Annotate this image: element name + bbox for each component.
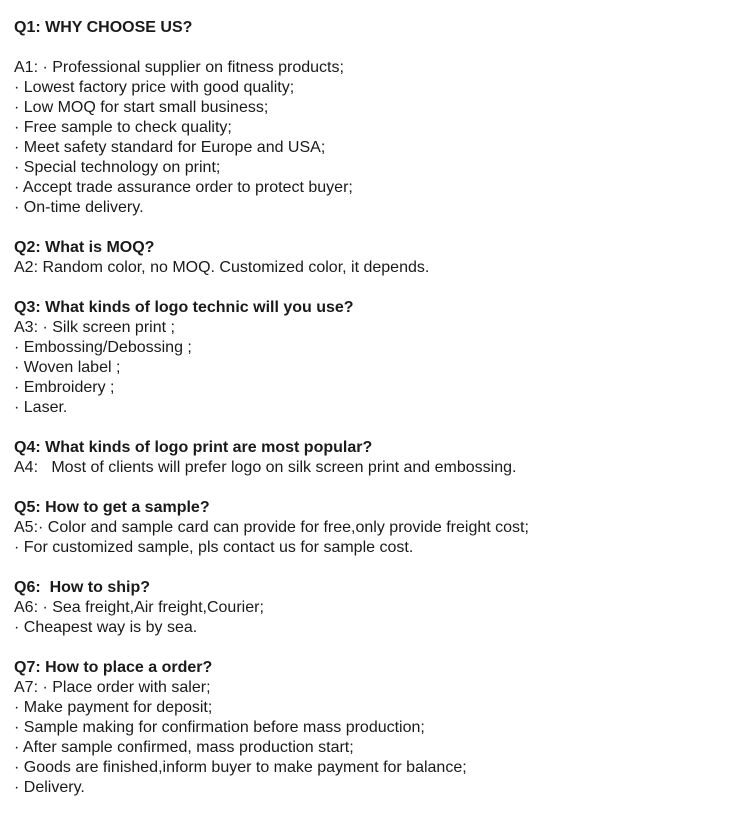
- faq-question: Q3: What kinds of logo technic will you use?: [14, 299, 354, 316]
- faq-answer-line: A1: · Professional supplier on fitness products;: [14, 59, 344, 76]
- faq-answer-line: · Free sample to check quality;: [14, 119, 232, 136]
- faq-answer-line: A5:· Color and sample card can provide for free,only provide freight cost;: [14, 519, 529, 536]
- faq-answer-line: · For customized sample, pls contact us for sample cost.: [14, 539, 414, 556]
- faq-answer-line: · Woven label ;: [14, 359, 121, 376]
- faq-answer-line: · Make payment for deposit;: [14, 699, 213, 716]
- faq-answer-line: · Special technology on print;: [14, 159, 221, 176]
- faq-answer-line: · Cheapest way is by sea.: [14, 619, 198, 636]
- faq-section-q3: [14, 298, 736, 418]
- faq-answer-line: · Meet safety standard for Europe and USA;: [14, 139, 326, 156]
- faq-section-q6: [14, 578, 736, 638]
- faq-section-q7: [14, 658, 736, 798]
- faq-answer-line: · Accept trade assurance order to protect buyer;: [14, 179, 353, 196]
- faq-section-q4: [14, 438, 736, 478]
- faq-answer-line: · Lowest factory price with good quality;: [14, 79, 295, 96]
- faq-question: Q2: What is MOQ?: [14, 239, 155, 256]
- faq-answer-line: A4: Most of clients will prefer logo on silk screen print and embossing.: [14, 459, 517, 476]
- faq-section-q5: [14, 498, 736, 558]
- faq-answer-line: A3: · Silk screen print ;: [14, 319, 175, 336]
- faq-answer-line: A2: Random color, no MOQ. Customized color, it depends.: [14, 259, 430, 276]
- faq-answer-line: · Laser.: [14, 399, 68, 416]
- faq-answer-line: · Sample making for confirmation before mass production;: [14, 719, 425, 736]
- faq-answer-line: · Embroidery ;: [14, 379, 115, 396]
- faq-answer-line: A7: · Place order with saler;: [14, 679, 211, 696]
- faq-answer-line: · Goods are finished,inform buyer to make payment for balance;: [14, 759, 467, 776]
- faq-answer-line: · Embossing/Debossing ;: [14, 339, 192, 356]
- faq-answer-line: · Low MOQ for start small business;: [14, 99, 269, 116]
- faq-question: Q1: WHY CHOOSE US?: [14, 19, 193, 36]
- faq-question: Q6: How to ship?: [14, 579, 150, 596]
- faq-question: Q5: How to get a sample?: [14, 499, 210, 516]
- faq-answer-line: · Delivery.: [14, 779, 85, 796]
- faq-question: Q7: How to place a order?: [14, 659, 213, 676]
- faq-answer-line: A6: · Sea freight,Air freight,Courier;: [14, 599, 264, 616]
- faq-question: Q4: What kinds of logo print are most popular?: [14, 439, 373, 456]
- faq-section-q2: [14, 238, 736, 278]
- faq-answer-line: · On-time delivery.: [14, 199, 144, 216]
- faq-answer-line: · After sample confirmed, mass production start;: [14, 739, 354, 756]
- faq-section-q1: [14, 18, 736, 218]
